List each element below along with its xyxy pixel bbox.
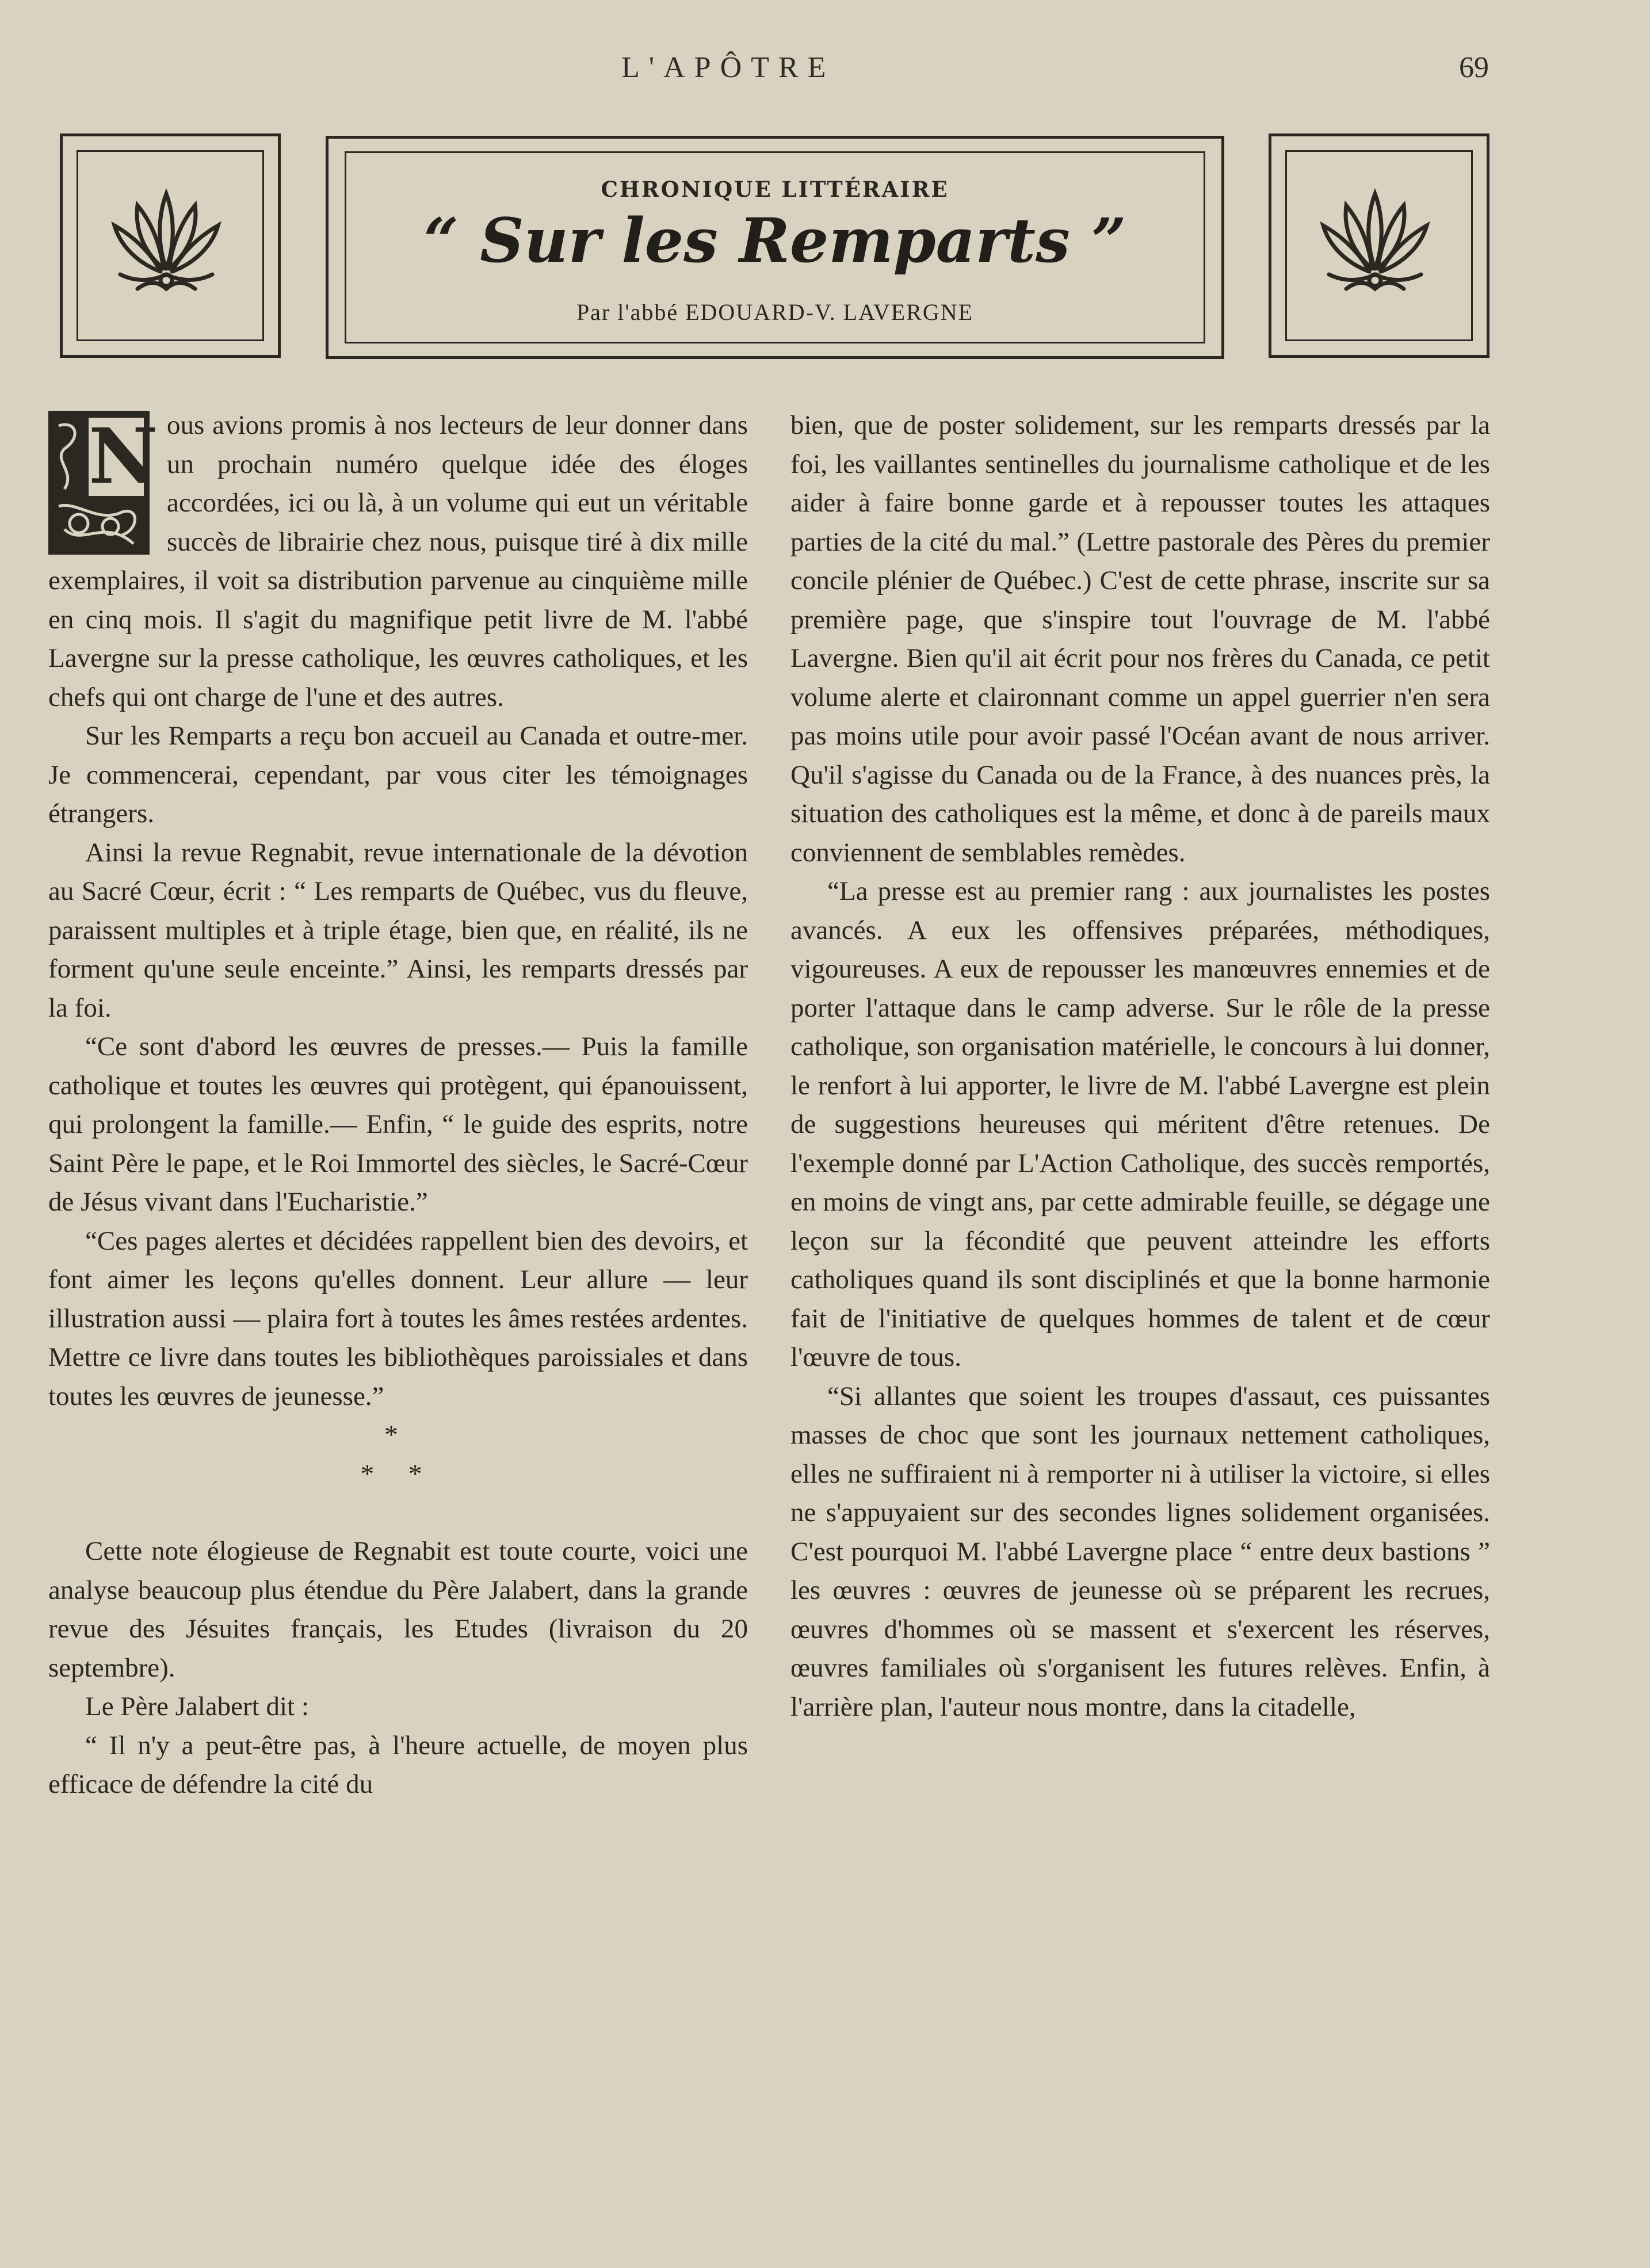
paragraph: “Ce sont d'abord les œuvres de presses.— Puis la famille catholique et toutes les œuvres qui protègent, qui épanouissent, qui prolongent la famille.— Enfin, “ le guide des esprits, notre Saint Père le pape, et le Roi Immortel des siècles, le Sacré-Cœur de Jésus vivant dans l'Eucharistie.” [48, 1032, 748, 1217]
paragraph: ous avions promis à nos lecteurs de leur donner dans un prochain numéro quelque idée des éloges accordées, ici ou là, à un volume qui eut un véritable succès de librairie chez nous, puisque tiré à dix mille exemplaires, il voit sa distribution parvenue au cinquième mille en cinq mois. Il s'agit du magnifique petit livre de M. l'abbé Lavergne sur la presse catholique, les œuvres catholiques, et les chefs qui ont charge de l'une et des autres. [48, 410, 748, 712]
right-ornament-box [1269, 133, 1489, 358]
paragraph: Sur les Remparts a reçu bon accueil au Canada et outre-mer. Je commencerai, cependant, par vous citer les témoignages étrangers. [48, 721, 748, 828]
running-head: L'APÔTRE [621, 51, 835, 84]
paragraph: Cette note élogieuse de Regnabit est toute courte, voici une analyse beaucoup plus étendue du Père Jalabert, dans la grande revue des Jésuites français, les Etudes (livraison du 20 septembre). [48, 1536, 748, 1683]
section-separator: * [384, 1420, 412, 1450]
article-title: “ Sur les Remparts ” [423, 204, 1126, 276]
dropcap [48, 411, 158, 555]
paragraph: Le Père Jalabert dit : [85, 1692, 309, 1721]
section-separator: * * [360, 1458, 436, 1489]
paragraph: Ainsi la revue Regnabit, revue internationale de la dévotion au Sacré Cœur, écrit : “ Les remparts de Québec, vus du fleuve, paraissent multiples et à triple étage, bien que, en réalité, ils ne forment qu'une seule enceinte.” Ainsi, les remparts dressés par la foi. [48, 837, 748, 1023]
byline: Par l'abbé EDOUARD-V. LAVERGNE [576, 299, 974, 325]
right-column [790, 406, 1490, 1727]
page-number: 69 [1459, 51, 1489, 84]
section-kicker: CHRONIQUE LITTÉRAIRE [601, 177, 949, 202]
left-column [48, 406, 748, 1804]
title-box [326, 136, 1224, 359]
paragraph: “ Il n'y a peut-être pas, à l'heure actuelle, de moyen plus efficace de défendre la cité du [48, 1730, 748, 1799]
paragraph: “La presse est au premier rang : aux journalistes les postes avancés. A eux les offensives préparées, méthodiques, vigoureuses. A eux de repousser les manœuvres ennemies et de porter l'attaque dans le camp adverse. Sur le rôle de la presse catholique, son organisation matérielle, le concours à lui donner, le renfort à lui apporter, le livre de M. l'abbé Lavergne est plein de suggestions heureuses qui méritent d'être retenues. De l'exemple donné par L'Action Catholique, des succès remportés, en moins de vingt ans, par cette admirable feuille, se dégage une leçon sur la fécondité que peuvent atteindre les efforts catholiques quand ils sont disciplinés et que la bonne harmonie fait de l'initiative de quelques hommes de talent et de cœur l'œuvre de tous. [790, 876, 1490, 1372]
fleuron-icon [103, 182, 230, 303]
paragraph: “Ces pages alertes et décidées rappellent bien des devoirs, et font aimer les leçons qu'elles donnent. Leur allure — leur illustration aussi — plaira fort à toutes les âmes restées ardentes. Mettre ce livre dans toutes les bibliothèques paroissiales et dans toutes les œuvres de jeunesse.” [48, 1225, 748, 1411]
fleuron-icon [1312, 182, 1438, 303]
left-ornament-box [60, 133, 281, 358]
dropcap-letter: N [89, 412, 158, 501]
paragraph: bien, que de poster solidement, sur les remparts dressés par la foi, les vaillantes sentinelles du journalisme catholique et de les aider à faire bonne garde et à repousser toutes les attaques parties de la cité du mal.” (Lettre pastorale des Pères du premier concile plénier de Québec.) C'est de cette phrase, inscrite sur sa première page, que s'inspire tout l'ouvrage de M. l'abbé Lavergne. Bien qu'il ait écrit pour nos frères du Canada, ce petit volume alerte et claironnant comme un appel guerrier n'en sera pas moins utile pour avoir passé l'Océan avant de nous arriver. Qu'il s'agisse du Canada ou de la France, à des nuances près, la situation des catholiques est la même, et donc à de pareils maux conviennent de semblables remèdes. [790, 410, 1490, 868]
paragraph: “Si allantes que soient les troupes d'assaut, ces puissantes masses de choc que sont les journaux nettement catholiques, elles ne suffiraient ni à remporter ni à utiliser la victoire, si elles ne s'appuyaient sur des secondes lignes solidement organisées. C'est pourquoi M. l'abbé Lavergne place “ entre deux bastions ” les œuvres : œuvres de jeunesse où se préparent les recrues, œuvres d'hommes où se massent et s'exercent les réserves, œuvres familiales où s'organisent les futures relèves. Enfin, à l'arrière plan, l'auteur nous montre, dans la citadelle, [790, 1381, 1490, 1722]
